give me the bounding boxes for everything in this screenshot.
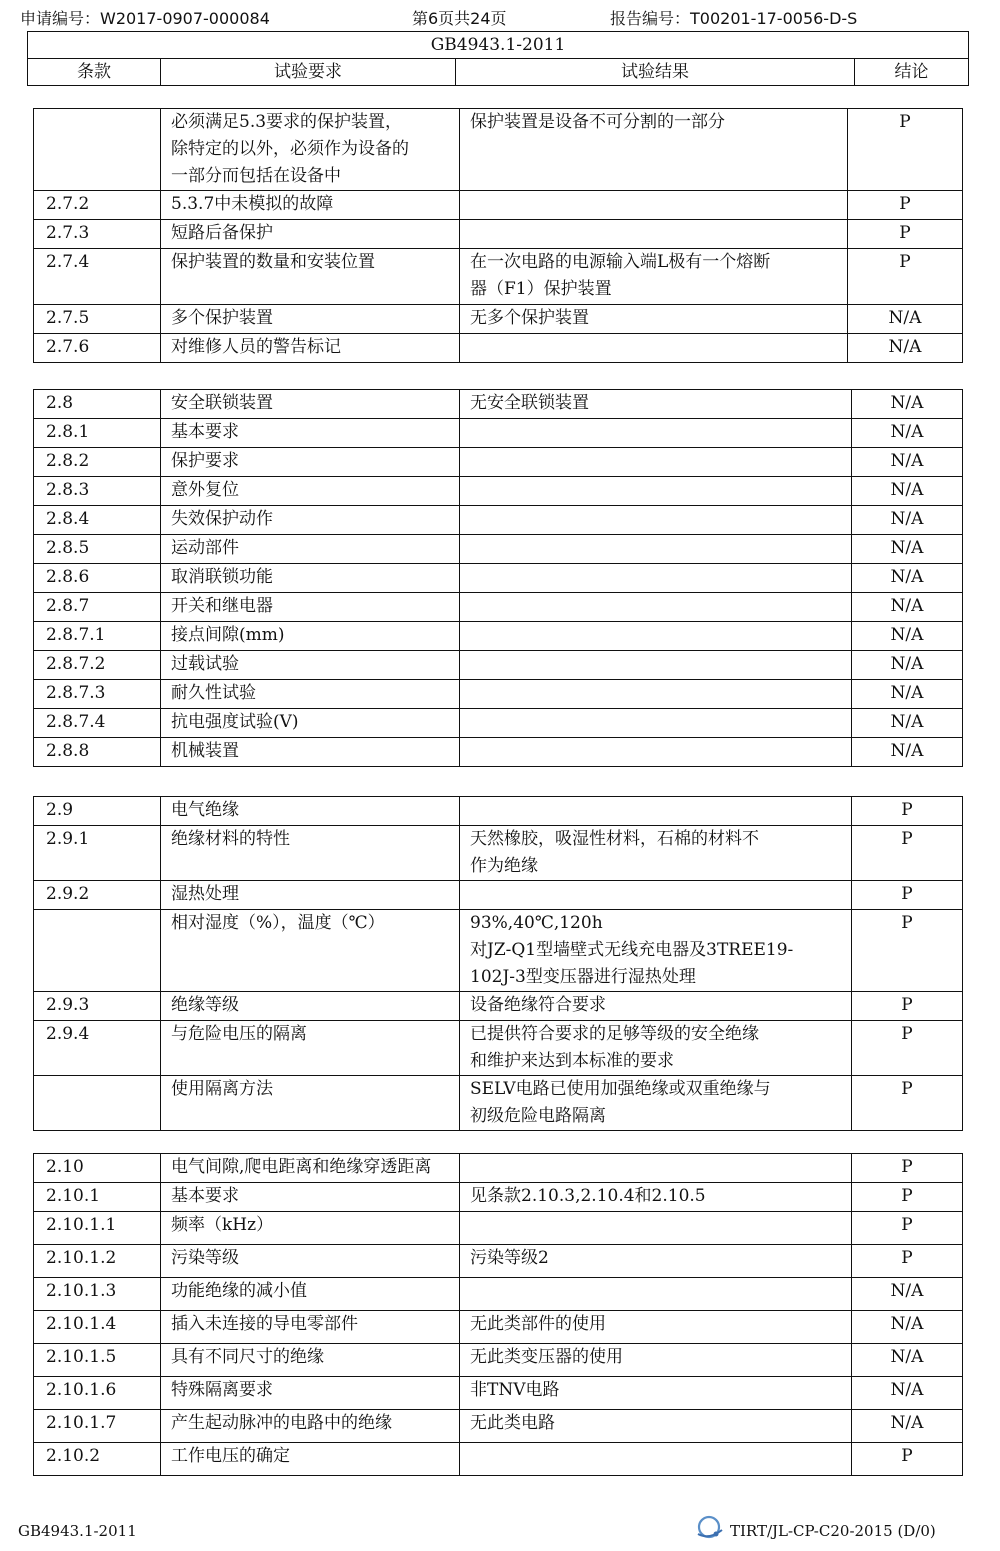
result-line (470, 334, 837, 361)
result-cell (460, 535, 852, 564)
result-cell (460, 448, 852, 477)
result-line (470, 448, 841, 475)
clause-table-2-8 (33, 389, 963, 767)
clause-number: 2.10.1.1 (34, 1212, 161, 1245)
verdict-cell: P (848, 109, 963, 191)
result-line (470, 564, 841, 591)
result-line (470, 593, 841, 620)
verdict-cell: N/A (852, 622, 963, 651)
result-line: 93%,40℃,120h (470, 913, 603, 933)
result-cell (460, 826, 852, 881)
requirement-line: 污染等级 (171, 1248, 239, 1268)
result-line: 初级危险电路隔离 (470, 1106, 606, 1126)
table-row (34, 506, 963, 535)
table-row (34, 419, 963, 448)
requirement-cell (161, 506, 460, 535)
clause-number: 2.10.1.6 (34, 1377, 161, 1410)
result-cell (460, 593, 852, 622)
table-row (34, 910, 963, 992)
result-cell (460, 1183, 852, 1212)
result-line: 102J-3型变压器进行湿热处理 (470, 967, 696, 987)
requirement-cell (161, 1154, 460, 1183)
result-cell (460, 1154, 852, 1183)
verdict-cell: P (852, 797, 963, 826)
result-line (470, 477, 841, 504)
verdict-cell: P (848, 220, 963, 249)
requirement-line: 一部分而包括在设备中 (171, 166, 341, 186)
header-table (27, 31, 969, 86)
table-row (34, 881, 963, 910)
result-line (470, 1212, 841, 1239)
clause-number: 2.9.4 (34, 1021, 161, 1076)
result-line (470, 1154, 841, 1181)
table-row (34, 1311, 963, 1344)
clause-table-2-9 (33, 796, 963, 1131)
clause-number: 2.8.7.4 (34, 709, 161, 738)
result-line: 污染等级2 (470, 1248, 549, 1268)
table-row (34, 305, 963, 334)
result-line: 无多个保护装置 (470, 308, 589, 328)
result-line: 天然橡胶，吸湿性材料，石棉的材料不 (470, 829, 759, 849)
requirement-cell (161, 1311, 460, 1344)
requirement-line: 具有不同尺寸的绝缘 (171, 1347, 324, 1367)
requirement-cell (161, 477, 460, 506)
requirement-line: 频率（kHz） (171, 1215, 274, 1235)
table-row (34, 1154, 963, 1183)
document-header-line (20, 6, 980, 28)
requirement-line: 功能绝缘的减小值 (171, 1281, 307, 1301)
verdict-cell: P (852, 1212, 963, 1245)
clause-number (34, 1076, 161, 1131)
clause-number: 2.9.2 (34, 881, 161, 910)
verdict-cell: N/A (852, 738, 963, 767)
requirement-cell (161, 651, 460, 680)
verdict-cell: N/A (852, 709, 963, 738)
verdict-cell: P (852, 1076, 963, 1131)
result-line (470, 881, 841, 908)
requirement-cell (161, 390, 460, 419)
result-cell (460, 1021, 852, 1076)
table-row (34, 477, 963, 506)
table-row (34, 797, 963, 826)
requirement-cell (161, 881, 460, 910)
table-row (34, 448, 963, 477)
verdict-cell: N/A (852, 1278, 963, 1311)
result-line (470, 651, 841, 678)
verdict-cell: N/A (848, 305, 963, 334)
result-cell (460, 334, 848, 363)
requirement-cell (161, 1278, 460, 1311)
result-line: 见条款2.10.3,2.10.4和2.10.5 (470, 1186, 706, 1206)
verdict-cell: P (852, 910, 963, 992)
table-row (34, 334, 963, 363)
requirement-line: 除特定的以外，必须作为设备的 (171, 139, 409, 159)
requirement-line: 安全联锁装置 (171, 393, 273, 413)
verdict-cell: N/A (852, 506, 963, 535)
clause-number: 2.8.1 (34, 419, 161, 448)
requirement-line: 产生起动脉冲的电路中的绝缘 (171, 1413, 392, 1433)
requirement-line: 取消联锁功能 (171, 567, 273, 587)
verdict-cell: P (852, 1183, 963, 1212)
verdict-cell: P (852, 1245, 963, 1278)
table-row (34, 249, 963, 305)
clause-number: 2.10.1.2 (34, 1245, 161, 1278)
requirement-line: 基本要求 (171, 1186, 239, 1206)
verdict-cell: N/A (852, 1377, 963, 1410)
result-cell (460, 680, 852, 709)
requirement-cell (161, 564, 460, 593)
requirement-cell (161, 305, 460, 334)
verdict-cell: N/A (852, 680, 963, 709)
clause-number: 2.8.4 (34, 506, 161, 535)
page-info: 第6页共24页 (412, 9, 507, 28)
requirement-cell (161, 622, 460, 651)
result-line (470, 506, 841, 533)
clause-number: 2.7.3 (34, 220, 161, 249)
result-cell (460, 1278, 852, 1311)
clause-number: 2.10 (34, 1154, 161, 1183)
result-line (470, 1278, 841, 1305)
result-line (470, 738, 841, 765)
clause-number: 2.8.5 (34, 535, 161, 564)
requirement-line: 绝缘材料的特性 (171, 829, 290, 849)
clause-number: 2.8.7 (34, 593, 161, 622)
requirement-cell (161, 535, 460, 564)
result-line: 设备绝缘符合要求 (470, 995, 606, 1015)
result-cell (460, 249, 848, 305)
requirement-cell (161, 826, 460, 881)
clause-number: 2.10.2 (34, 1443, 161, 1476)
requirement-line: 工作电压的确定 (171, 1446, 290, 1466)
result-cell (460, 1410, 852, 1443)
requirement-line: 使用隔离方法 (171, 1079, 273, 1099)
requirement-line: 特殊隔离要求 (171, 1380, 273, 1400)
requirement-cell (161, 448, 460, 477)
table-row (34, 992, 963, 1021)
clause-number: 2.8.8 (34, 738, 161, 767)
requirement-line: 多个保护装置 (171, 308, 273, 328)
clause-table-2-7 (33, 108, 963, 363)
verdict-cell: N/A (852, 1311, 963, 1344)
requirement-cell (161, 1344, 460, 1377)
column-header-result: 试验结果 (456, 59, 855, 86)
table-row (34, 191, 963, 220)
verdict-cell: P (852, 1021, 963, 1076)
requirement-cell (161, 1377, 460, 1410)
requirement-line: 机械装置 (171, 741, 239, 761)
requirement-cell (161, 910, 460, 992)
table-row (34, 1212, 963, 1245)
requirement-line: 必须满足5.3要求的保护装置， (171, 112, 403, 132)
result-cell (460, 1311, 852, 1344)
requirement-line: 运动部件 (171, 538, 239, 558)
requirement-line: 电气间隙,爬电距离和绝缘穿透距离 (171, 1157, 432, 1177)
result-cell (460, 651, 852, 680)
result-cell (460, 1212, 852, 1245)
result-line (470, 622, 841, 649)
clause-number: 2.7.5 (34, 305, 161, 334)
clause-number: 2.8.7.1 (34, 622, 161, 651)
result-cell (460, 1076, 852, 1131)
verdict-cell: N/A (852, 477, 963, 506)
requirement-line: 意外复位 (171, 480, 239, 500)
column-header-clause: 条款 (28, 59, 161, 86)
verdict-cell: P (852, 881, 963, 910)
verdict-cell: P (848, 191, 963, 220)
result-line: 在一次电路的电源输入端L极有一个熔断 (470, 252, 771, 272)
requirement-cell (161, 992, 460, 1021)
table-row (34, 1410, 963, 1443)
result-line (470, 797, 841, 824)
result-line (470, 220, 837, 247)
result-line: 无此类部件的使用 (470, 1314, 606, 1334)
result-line (470, 535, 841, 562)
verdict-cell: N/A (852, 1344, 963, 1377)
requirement-cell (161, 680, 460, 709)
result-cell (460, 881, 852, 910)
table-row (34, 826, 963, 881)
table-row (34, 1245, 963, 1278)
table-row (34, 1278, 963, 1311)
requirement-cell (161, 1443, 460, 1476)
requirement-cell (161, 1245, 460, 1278)
clause-number: 2.8 (34, 390, 161, 419)
result-cell (460, 390, 852, 419)
clause-number (34, 109, 161, 191)
verdict-cell: P (848, 249, 963, 305)
result-line (470, 680, 841, 707)
requirement-line: 湿热处理 (171, 884, 239, 904)
result-line: 无安全联锁装置 (470, 393, 589, 413)
clause-number: 2.10.1.5 (34, 1344, 161, 1377)
clause-table-2-10 (33, 1153, 963, 1476)
requirement-cell (161, 1212, 460, 1245)
result-cell (460, 797, 852, 826)
requirement-line: 相对湿度（%），温度（℃） (171, 913, 385, 933)
report-number: 报告编号：T00201-17-0056-D-S (610, 9, 858, 28)
verdict-cell: N/A (852, 564, 963, 593)
table-row (34, 1443, 963, 1476)
verdict-cell: N/A (848, 334, 963, 363)
requirement-line: 保护要求 (171, 451, 239, 471)
requirement-line: 对维修人员的警告标记 (171, 337, 341, 357)
result-cell (460, 1245, 852, 1278)
application-number: 申请编号：W2017-0907-000084 (20, 9, 270, 28)
result-line: 非TNV电路 (470, 1380, 560, 1400)
result-cell (460, 109, 848, 191)
table-row (34, 593, 963, 622)
clause-number: 2.7.4 (34, 249, 161, 305)
result-line (470, 709, 841, 736)
clause-number: 2.8.2 (34, 448, 161, 477)
clause-number: 2.10.1.7 (34, 1410, 161, 1443)
verdict-cell: N/A (852, 390, 963, 419)
result-cell (460, 1443, 852, 1476)
result-line: 和维护来达到本标准的要求 (470, 1051, 674, 1071)
result-cell (460, 305, 848, 334)
verdict-cell: P (852, 1443, 963, 1476)
table-row (34, 1344, 963, 1377)
requirement-line: 插入未连接的导电零部件 (171, 1314, 358, 1334)
requirement-line: 耐久性试验 (171, 683, 256, 703)
requirement-cell (161, 1076, 460, 1131)
table-row (34, 220, 963, 249)
column-header-requirement: 试验要求 (161, 59, 456, 86)
result-cell (460, 564, 852, 593)
verdict-cell: N/A (852, 448, 963, 477)
requirement-cell (161, 220, 460, 249)
result-line: 无此类变压器的使用 (470, 1347, 623, 1367)
clause-number: 2.9.1 (34, 826, 161, 881)
table-row (34, 622, 963, 651)
verdict-cell: N/A (852, 535, 963, 564)
result-cell (460, 220, 848, 249)
clause-number: 2.7.6 (34, 334, 161, 363)
table-row (34, 1076, 963, 1131)
requirement-cell (161, 419, 460, 448)
requirement-cell (161, 797, 460, 826)
table-row (34, 1377, 963, 1410)
result-cell (460, 419, 852, 448)
standard-title: GB4943.1-2011 (28, 32, 969, 59)
requirement-cell (161, 593, 460, 622)
result-cell (460, 1377, 852, 1410)
table-row (34, 1183, 963, 1212)
verdict-cell: N/A (852, 651, 963, 680)
result-cell (460, 910, 852, 992)
result-line: 作为绝缘 (470, 856, 538, 876)
clause-number: 2.10.1 (34, 1183, 161, 1212)
requirement-line: 5.3.7中未模拟的故障 (171, 194, 334, 214)
clause-number: 2.10.1.4 (34, 1311, 161, 1344)
clause-number: 2.8.6 (34, 564, 161, 593)
footer-form-number: TIRT/JL-CP-C20-2015 (D/0) (730, 1522, 936, 1540)
requirement-line: 抗电强度试验(V) (171, 712, 299, 732)
requirement-cell (161, 1021, 460, 1076)
table-row (34, 564, 963, 593)
result-cell (460, 992, 852, 1021)
table-row (34, 390, 963, 419)
requirement-cell (161, 709, 460, 738)
result-line: SELV电路已使用加强绝缘或双重绝缘与 (470, 1079, 771, 1099)
result-cell (460, 622, 852, 651)
verdict-cell: P (852, 1154, 963, 1183)
table-row (34, 535, 963, 564)
requirement-line: 接点间隙(mm) (171, 625, 285, 645)
result-line: 对JZ-Q1型墙壁式无线充电器及3TREE19- (470, 940, 794, 960)
table-row (34, 738, 963, 767)
table-row (34, 109, 963, 191)
result-cell (460, 477, 852, 506)
requirement-cell (161, 334, 460, 363)
clause-number: 2.9.3 (34, 992, 161, 1021)
footer-standard: GB4943.1-2011 (18, 1522, 137, 1540)
result-cell (460, 738, 852, 767)
column-header-verdict: 结论 (855, 59, 969, 86)
result-line (470, 419, 841, 446)
requirement-line: 电气绝缘 (171, 800, 239, 820)
clause-number: 2.8.7.3 (34, 680, 161, 709)
clause-number: 2.9 (34, 797, 161, 826)
clause-number: 2.8.7.2 (34, 651, 161, 680)
requirement-cell (161, 738, 460, 767)
verdict-cell: P (852, 992, 963, 1021)
requirement-cell (161, 249, 460, 305)
verdict-cell: P (852, 826, 963, 881)
result-line: 已提供符合要求的足够等级的安全绝缘 (470, 1024, 759, 1044)
clause-number (34, 910, 161, 992)
requirement-line: 失效保护动作 (171, 509, 273, 529)
clause-number: 2.8.3 (34, 477, 161, 506)
clause-number: 2.7.2 (34, 191, 161, 220)
result-cell (460, 506, 852, 535)
requirement-cell (161, 109, 460, 191)
requirement-line: 保护装置的数量和安装位置 (171, 252, 375, 272)
result-cell (460, 1344, 852, 1377)
requirement-line: 基本要求 (171, 422, 239, 442)
requirement-line: 绝缘等级 (171, 995, 239, 1015)
verdict-cell: N/A (852, 1410, 963, 1443)
requirement-line: 与危险电压的隔离 (171, 1024, 307, 1044)
result-cell (460, 191, 848, 220)
requirement-cell (161, 191, 460, 220)
requirement-line: 过载试验 (171, 654, 239, 674)
result-cell (460, 709, 852, 738)
clause-number: 2.10.1.3 (34, 1278, 161, 1311)
result-line (470, 1443, 841, 1470)
table-row (34, 651, 963, 680)
result-line (470, 191, 837, 218)
requirement-cell (161, 1183, 460, 1212)
result-line: 器（F1）保护装置 (470, 279, 612, 299)
verdict-cell: N/A (852, 593, 963, 622)
result-line: 保护装置是设备不可分割的一部分 (470, 112, 725, 132)
requirement-cell (161, 1410, 460, 1443)
requirement-line: 短路后备保护 (171, 223, 273, 243)
table-row (34, 1021, 963, 1076)
verdict-cell: N/A (852, 419, 963, 448)
requirement-line: 开关和继电器 (171, 596, 273, 616)
result-line: 无此类电路 (470, 1413, 555, 1433)
table-row (34, 680, 963, 709)
company-logo-icon (694, 1512, 724, 1542)
table-row (34, 709, 963, 738)
